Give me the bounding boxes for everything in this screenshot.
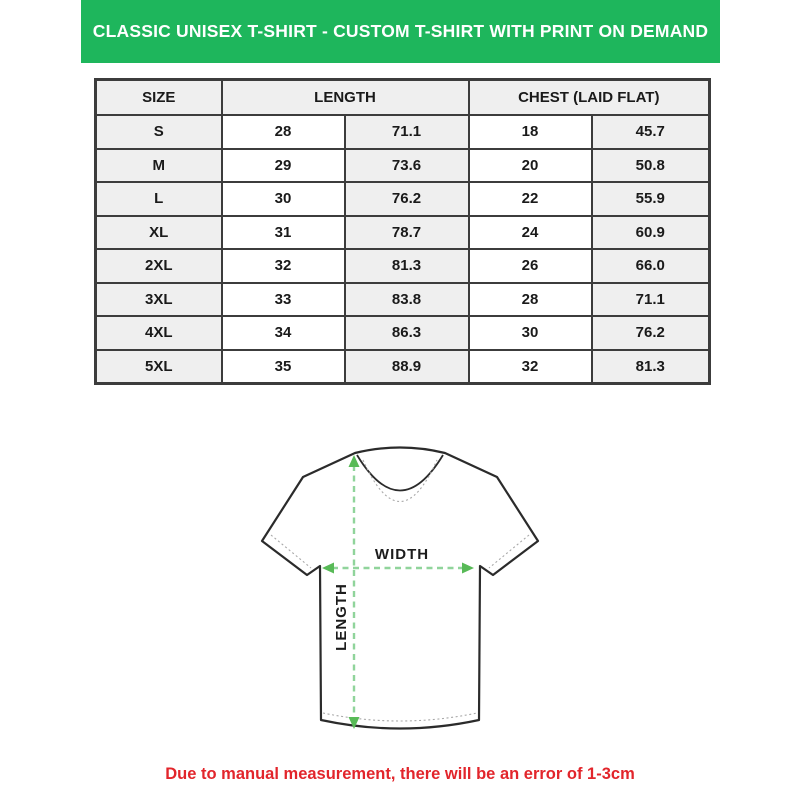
table-header-row <box>96 80 710 116</box>
length-cm-cell: 88.9 <box>345 350 469 384</box>
chest-cm-cell: 71.1 <box>592 283 710 317</box>
length-in-cell: 31 <box>222 216 345 250</box>
length-in-cell: 28 <box>222 115 345 149</box>
title-banner <box>81 0 720 63</box>
length-cm-cell: 86.3 <box>345 316 469 350</box>
width-label: WIDTH <box>374 546 430 563</box>
length-cm-cell: 78.7 <box>345 216 469 250</box>
chest-cm-cell: 60.9 <box>592 216 710 250</box>
chest-in-cell: 24 <box>469 216 592 250</box>
chest-cm-cell: 81.3 <box>592 350 710 384</box>
size-cell: XL <box>96 216 222 250</box>
tshirt-measurement-diagram <box>250 440 550 740</box>
length-in-cell: 29 <box>222 149 345 183</box>
table-row <box>96 115 710 149</box>
page-title: CLASSIC UNISEX T-SHIRT - CUSTOM T-SHIRT WITH PRINT ON DEMAND <box>92 21 709 41</box>
length-cm-cell: 73.6 <box>345 149 469 183</box>
chest-in-cell: 20 <box>469 149 592 183</box>
table-row <box>96 350 710 384</box>
measurement-error-note: Due to manual measurement, there will be an error of 1-3cm <box>165 765 635 783</box>
table-row <box>96 216 710 250</box>
length-in-cell: 32 <box>222 249 345 283</box>
size-cell: S <box>96 115 222 149</box>
chest-in-cell: 26 <box>469 249 592 283</box>
size-cell: 4XL <box>96 316 222 350</box>
chest-in-cell: 30 <box>469 316 592 350</box>
chest-cm-cell: 50.8 <box>592 149 710 183</box>
chest-cm-cell: 55.9 <box>592 182 710 216</box>
table-row <box>96 182 710 216</box>
length-in-cell: 35 <box>222 350 345 384</box>
size-cell: 5XL <box>96 350 222 384</box>
chest-in-cell: 22 <box>469 182 592 216</box>
chest-in-cell: 28 <box>469 283 592 317</box>
length-label: LENGTH <box>333 583 350 651</box>
length-in-cell: 33 <box>222 283 345 317</box>
size-cell: 2XL <box>96 249 222 283</box>
chest-cm-cell: 66.0 <box>592 249 710 283</box>
chest-cm-cell: 76.2 <box>592 316 710 350</box>
table-row <box>96 249 710 283</box>
length-in-cell: 34 <box>222 316 345 350</box>
tshirt-diagram-svg <box>250 440 550 740</box>
length-cm-cell: 76.2 <box>345 182 469 216</box>
length-cm-cell: 83.8 <box>345 283 469 317</box>
size-cell: M <box>96 149 222 183</box>
header-size: SIZE <box>96 80 222 116</box>
length-in-cell: 30 <box>222 182 345 216</box>
table-row <box>96 316 710 350</box>
table-row <box>96 283 710 317</box>
chest-in-cell: 32 <box>469 350 592 384</box>
header-length: LENGTH <box>222 80 469 116</box>
chest-in-cell: 18 <box>469 115 592 149</box>
header-chest: CHEST (LAID FLAT) <box>469 80 710 116</box>
size-chart-table <box>94 78 711 385</box>
chest-cm-cell: 45.7 <box>592 115 710 149</box>
length-cm-cell: 71.1 <box>345 115 469 149</box>
size-cell: L <box>96 182 222 216</box>
table-row <box>96 149 710 183</box>
length-cm-cell: 81.3 <box>345 249 469 283</box>
size-cell: 3XL <box>96 283 222 317</box>
